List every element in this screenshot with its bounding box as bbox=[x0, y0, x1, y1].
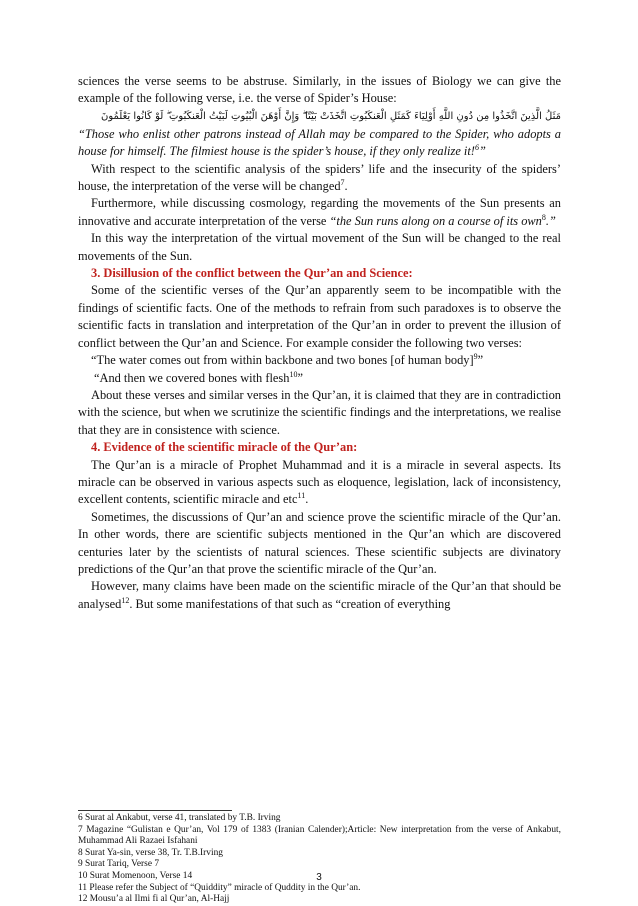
paragraph-end: . bbox=[344, 179, 348, 194]
paragraph-however bbox=[78, 578, 561, 613]
footnote-10: 10 Surat Momenoon, Verse 14 bbox=[78, 870, 193, 881]
spider-quote-text: “Those who enlist other patrons instead of Allah may be compared to the Spider, who adopts a house for himself. The filmiest house is the spider’s house, if they only realize it! bbox=[78, 126, 561, 159]
footnote-11: 11 Please refer the Subject of “Quiddity” miracle of Quddity in the Qur’an. bbox=[78, 882, 361, 893]
verse-water-text: “The water comes out from within backbone and two bones [of human body] bbox=[91, 353, 474, 368]
verse-bones-text: “And then we covered bones with flesh bbox=[94, 370, 290, 385]
paragraph-cosmology bbox=[78, 195, 561, 230]
footnote-8: 8 Surat Ya-sin, verse 38, Tr. T.B.Irving bbox=[78, 847, 223, 858]
paragraph-virtual-movement: In this way the interpretation of the virtual movement of the Sun will be changed to the real movements of the Sun. bbox=[78, 231, 561, 263]
footnote-ref-11[interactable]: 11 bbox=[297, 491, 306, 501]
sun-quote-end: .” bbox=[545, 213, 556, 228]
footnote-12: 12 Mousu’a al Ilmi fi al Qur’an, Al-Hajj bbox=[78, 894, 230, 905]
footnotes bbox=[78, 813, 561, 906]
footnote-divider bbox=[78, 810, 232, 811]
verse-water bbox=[91, 352, 561, 369]
section-heading-3: 3. Disillusion of the conflict between the Qur’an and Science: bbox=[91, 266, 413, 281]
spider-quote-close: ” bbox=[478, 144, 486, 159]
footnote-7: 7 Magazine “Gulistan e Qur’an, Vol 179 of 1383 (Iranian Calender);Article: New interpretation from the verse of Ankabut, Muhammad Ali Razaei Isfahani bbox=[78, 824, 561, 847]
verse-bones-end: ” bbox=[297, 370, 303, 385]
paragraph-text: With respect to the scientific analysis of the spiders’ life and the insecurity of the spiders’ house, the interpretation of the verse will be changed bbox=[78, 161, 561, 194]
paragraph-contradiction: About these verses and similar verses in the Qur’an, it is claimed that they are in contradiction with the science, but when we scrutinize the scientific findings and the interpretations, we realise that they are in consistence with science. bbox=[78, 387, 561, 437]
paragraph-text: The Qur’an is a miracle of Prophet Muhammad and it is a miracle in several aspects. Its miracle can be observed in various aspects such as eloquence, legislation, lack of inconsistency, excellent contents, scientific miracle and etc bbox=[78, 457, 561, 507]
paragraph-sometimes: Sometimes, the discussions of Qur’an and science prove the scientific miracle of the Qur’an. In other words, there are scientific subjects mentioned in the Qur’an which are discovered centuries later by the scientists of natural sciences. These scientific subjects are divinatory predictions of the Qur’an that prove the scientific miracle of the Qur’an. bbox=[78, 509, 561, 576]
verse-bones bbox=[94, 370, 561, 387]
paragraph-text: However, many claims have been made on the scientific miracle of the Qur’an that should be analysed bbox=[78, 579, 561, 611]
paragraph-end: . But some manifestations of that such as “creation of everything bbox=[129, 596, 451, 611]
paragraph-incompatible: Some of the scientific verses of the Qur’an apparently seem to be incompatible with the findings of scientific facts. One of the methods to refrain from such paradoxes is to observe the scientific facts in translation and interpretation of the Qur’an in order to prevent the illusion of conflict between the Qur’an and Science. For example consider the following two verses: bbox=[78, 283, 561, 350]
footnote-9: 9 Surat Tariq, Verse 7 bbox=[78, 859, 160, 870]
footnote-6: 6 Surat al Ankabut, verse 41, translated by T.B. Irving bbox=[78, 813, 281, 823]
page-number: 3 bbox=[316, 872, 322, 883]
footnote-ref-8[interactable]: 8 bbox=[541, 212, 546, 222]
paragraph-scientific-analysis bbox=[78, 161, 561, 196]
footnote-ref-12[interactable]: 12 bbox=[121, 595, 130, 605]
footnote-ref-6[interactable]: 6 bbox=[474, 143, 479, 153]
footnote-ref-7[interactable]: 7 bbox=[340, 178, 345, 188]
sun-quote: “the Sun runs along on a course of its own bbox=[329, 213, 542, 228]
verse-water-end: ” bbox=[477, 353, 484, 368]
paragraph-text: Furthermore, while discussing cosmology, regarding the movements of the Sun presents an innovative and accurate interpretation of the verse bbox=[78, 196, 561, 228]
body-text bbox=[78, 73, 561, 613]
paragraph-miracle bbox=[78, 457, 561, 509]
footnote-ref-9[interactable]: 9 bbox=[473, 352, 478, 362]
arabic-verse: مَثَلُ الَّذِينَ اتَّخَذُوا مِن دُونِ اللَّهِ أَوْلِيَاءَ كَمَثَلِ الْعَنكَبُوتِ اتَّخَذَتْ بَيْتًا ۖ وَإِنَّ أَوْهَنَ الْبُيُوتِ لَبَيْتُ الْعَنكَبُوتِ ۖ لَوْ كَانُوا يَعْلَمُونَ bbox=[100, 110, 561, 122]
section-heading-4: 4. Evidence of the scientific miracle of the Qur’an: bbox=[91, 440, 358, 455]
paragraph-end: . bbox=[305, 492, 309, 507]
footnote-ref-10[interactable]: 10 bbox=[289, 369, 298, 379]
intro-paragraph: sciences the verse seems to be abstruse. Similarly, in the issues of Biology we can give the example of the following verse, i.e. the verse of Spider’s House: bbox=[78, 74, 561, 106]
spider-quote bbox=[78, 126, 561, 161]
